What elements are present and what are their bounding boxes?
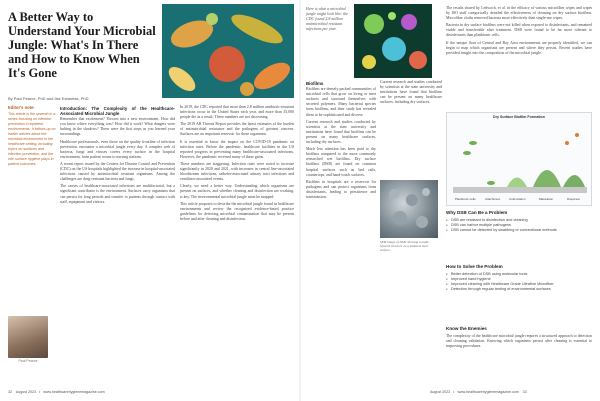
list-item: ● Improved hand hygiene	[446, 277, 592, 282]
magazine-url[interactable]: www.healthcarehygienemagazine.com	[457, 390, 519, 394]
solution-heading: How to Solve the Problem	[446, 264, 503, 269]
article-column-2	[180, 105, 294, 385]
sem-texture	[380, 180, 438, 238]
paragraph: Biofilms are densely packed communities of microbial cells that grow on living or inert surfaces and surround themselves with secreted polymers. Many bacterial species form biofilms, and their study has revealed them to be sophisticated and diverse.	[306, 87, 376, 117]
paragraph: Clearly, we need a better way. Understanding which organisms are present on surfaces, and whether cleaning and disinfection are working, is key. The environmental microbial jungle must be mapped.	[180, 184, 294, 199]
page-gutter	[299, 0, 301, 401]
list-item: ● Improved cleaning with Healthcare Grade Ultrafine Microfiber	[446, 282, 592, 287]
issue-date: August 2023	[430, 390, 451, 394]
section-heading-biofilms: Biofilms	[306, 81, 324, 86]
editors-note-heading: Editor's note:	[8, 105, 35, 110]
diagram-label: Attachment	[485, 197, 501, 201]
paragraph: A recent report issued by the Centers for Disease Control and Prevention (CDC) on the US hospitals highlighted the increase in hospital-associated infections caused by antimicrobial resistant organisms. Among the challenges are drug-resistant bacteria and fungi.	[60, 161, 175, 182]
left-footer: 32 August 2023 • www.healthcarehygienemagazine.com	[8, 390, 105, 394]
editors-note-text: This article is the seventh in a series focusing on infection prevention in inpatient environments. It follows up on earlier articles about the microbial environment in the healthcare setting, including topics on surfaces and infection prevention, and the role surface hygiene plays in patient outcomes.	[8, 112, 56, 166]
paragraph: These numbers are staggering. Infection rates were noted to increase significantly in 2020 and 2021, with increases in central line-associated bloodstream infections, catheter-associated urinary tract infections and ventilator-associated events.	[180, 161, 294, 182]
paragraph: Biofilms in hospitals are a reservoir for pathogens and can protect organisms from disinfectants, leading to persistence and transmission.	[306, 179, 376, 199]
issue-date: August 2023	[15, 390, 36, 394]
paragraph: Much less attention has been paid to dry biofilms compared to the more commonly researched wet biofilms. Dry surface biofilms (DSB) are found on common hospital surfaces such as bed rails, countertops, and hand-touch surfaces.	[306, 147, 376, 177]
editors-note	[8, 105, 56, 167]
dsb-figure-caption: SEM image of DSB, showing a multi-layered structure on a stainless steel surface.	[380, 240, 430, 253]
paragraph: It is essential to know the impact on the COVID-19 pandemic on infection rates. Before the pandemic, healthcare facilities in the US reported progress in preventing many healthcare-associated infections. However, the pandemic reversed many of these gains.	[180, 139, 294, 159]
article-column-3b	[380, 80, 442, 176]
paragraph: Current research and studies conducted by scientists at the state university and institutions have found that biofilms can be present on many healthcare surfaces, including dry surfaces.	[306, 119, 376, 145]
diagram-label: Colonization	[509, 197, 526, 201]
paragraph: If the unique flora of Central and Bay Area environments are properly identified, we can begin to map which organisms are present and where they persist. Recent studies have provided insight into the composition of the microbial jungle.	[446, 40, 592, 55]
list-item: ● DSB can harbor multiple pathogens	[446, 223, 592, 228]
paragraph: Remember that excitement? Thrown into a new environment. How did you know where everything was? How did it work? What dangers were lurking in the shadows? These were the first steps as you learned your surroundings.	[60, 117, 175, 137]
diagram-label: Dispersal	[567, 197, 580, 201]
paragraph: Healthcare professionals, even those on the quality frontline of infection prevention, encounter a microbial jungle every day. A complex web of bacteria, fungi and viruses covers every surface in the hospital environment, from patient rooms to nursing stations.	[60, 139, 175, 159]
page-number: 32	[8, 390, 12, 394]
list-item: ● Better detection of DSB using molecular tools	[446, 272, 592, 277]
page-number: 33	[522, 390, 527, 394]
know-enemies-text: The complexity of the healthcare microbial jungle requires a structured approach to detection and cleaning validation. Knowing which organisms persist after cleaning is essential to improving procedures.	[446, 334, 592, 349]
microbial-jungle-image	[354, 4, 432, 78]
paragraph: The 2019 AR Threats Report provides the latest estimates of the burden of antimicrobial resistance and the pathogens of greatest concern. Surfaces are an important reservoir for these organisms.	[180, 122, 294, 137]
article-column-4	[446, 6, 592, 110]
section-heading-introduction: Introduction: The Complexity of the Healthcare-Associated Microbial Jungle	[60, 106, 175, 117]
paragraph: Current research and studies conducted by scientists at the state university and institutions have found that biofilms can be present on many healthcare surfaces, including dry surfaces.	[380, 80, 442, 105]
list-item: ● Detection through regular testing of environmental surfaces	[446, 287, 592, 292]
dsb-problem-list	[446, 218, 592, 233]
article-title: A Better Way to Understand Your Microbial Jungle: What's In There and How to Know When It's Gone	[8, 10, 156, 80]
diagram-label: Maturation	[539, 197, 554, 201]
list-item: ● DSB are resistant to disinfection and cleaning	[446, 218, 592, 223]
paragraph: Bacteria in dry surface biofilms were not killed when exposed to disinfectants, and remained viable and transferable after treatment. DSB were found to be far more tolerant to disinfectants than planktonic cells.	[446, 23, 592, 38]
paragraph: The results shared by Ledwoch, et al. in the efficacy of various microfiber wipes and wipes by ISO staff categorically detailed the effectiveness of cleaning on dry surface biofilms. Microfiber cloths removed bacteria more effectively than single-use wipes.	[446, 6, 592, 21]
diagram-graphic	[447, 113, 593, 207]
magazine-url[interactable]: www.healthcarehygienemagazine.com	[43, 390, 105, 394]
right-footer: August 2023 • www.healthcarehygienemagazine.com 33	[430, 390, 527, 394]
paragraph: The causes of healthcare-associated infections are multifactorial, but a significant contributor is the environment. Surfaces carry organisms that can persist for long periods and transfer to patients through contact with staff, equipment and visitors.	[60, 184, 175, 204]
solution-list	[446, 272, 592, 292]
paragraph: In 2019, the CDC reported that more than 2.8 million antibiotic-resistant infections occur in the United States each year, and more than 35,000 people die as a result. These numbers are not decreasing.	[180, 105, 294, 120]
article-column-1	[60, 105, 175, 385]
microbes-illustration	[354, 4, 432, 78]
list-item: ● DSB cannot be detected by swabbing or conventional methods	[446, 228, 592, 233]
bacteria-illustration	[162, 4, 294, 98]
bacteria-photo	[162, 4, 294, 98]
diagram-title: Dry Surface Biofilm Formation	[493, 115, 545, 119]
author-caption: Paul Pearce	[18, 359, 38, 363]
author-photo	[8, 316, 48, 358]
article-column-3	[306, 80, 376, 380]
byline: By Paul Pearce, PhD and Ilse Estarelas, PhD	[8, 96, 89, 101]
diagram-label: Planktonic cells	[455, 197, 476, 201]
dsb-sem-image	[380, 180, 438, 238]
know-enemies-heading: Know the Enemies	[446, 326, 487, 331]
microbial-jungle-caption: Here is what a microbial jungle might look like: the CDC found 2.8 million antimicrobial resistant infections per year.	[306, 6, 348, 31]
biofilm-formation-diagram	[446, 112, 592, 206]
dsb-problem-heading: Why DSB Can Be a Problem	[446, 210, 508, 215]
paragraph: This article proposes to describe the microbial jungle found in healthcare environments and review the recognized evidence-based practice guidelines for detecting microbial contamination that may be present before and after cleaning and disinfection.	[180, 201, 294, 221]
